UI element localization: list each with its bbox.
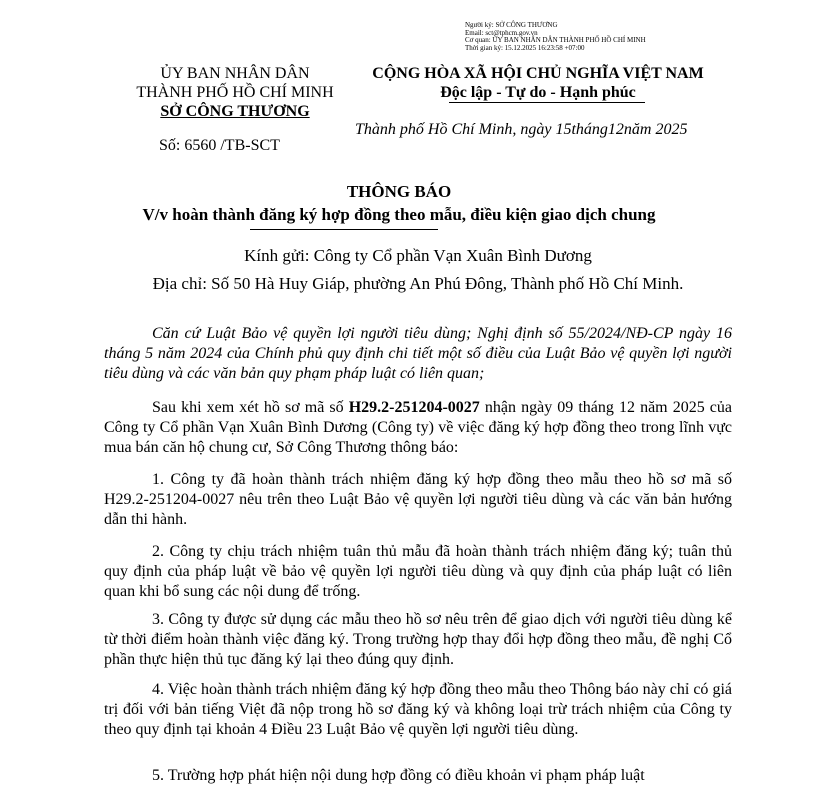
recipient-line: Kính gửi: Công ty Cổ phần Vạn Xuân Bình Dương bbox=[244, 246, 592, 265]
item-3-paragraph: 3. Công ty được sử dụng các mẫu theo hồ sơ nêu trên để giao dịch với người tiêu dùng kể từ thời điểm hoàn thành việc đăng ký. Trong trường hợp thay đổi hợp đồng theo mẫu, đề nghị Cổ phần thực hiện thủ tục đăng ký lại theo đúng quy định. bbox=[104, 611, 732, 668]
dossier-code: H29.2-251204-0027 bbox=[348, 399, 480, 416]
national-header bbox=[350, 64, 726, 102]
item-4-paragraph: 4. Việc hoàn thành trách nhiệm đăng ký hợp đồng theo mẫu theo Thông báo này chỉ có giá trị đối với bản tiếng Việt đã nộp trong hồ sơ đăng ký và không loại trừ trách nhiệm của Công ty theo quy định tại khoản 4 Điều 23 Luật Bảo vệ quyền lợi người tiêu dùng. bbox=[104, 681, 732, 738]
subject-underline bbox=[250, 229, 438, 230]
issuing-organization bbox=[100, 64, 370, 121]
motto-underline bbox=[449, 102, 645, 103]
signature-agency: Cơ quan: ỦY BAN NHÂN DÂN THÀNH PHỐ HỒ CHÍ MINH bbox=[465, 36, 646, 44]
item-5-partial-paragraph: 5. Trường hợp phát hiện nội dung hợp đồng có điều khoản vi phạm pháp luật bbox=[152, 767, 645, 784]
place-date: Thành phố Hồ Chí Minh, ngày 15tháng12năm 2025 bbox=[355, 121, 688, 138]
signature-time: Thời gian ký: 15.12.2025 16:23:58 +07:00 bbox=[465, 43, 585, 52]
national-motto: Độc lập - Tự do - Hạnh phúc bbox=[440, 84, 636, 101]
org-line-3: SỞ CÔNG THƯƠNG bbox=[160, 103, 310, 120]
intro-paragraph: Sau khi xem xét hồ sơ mã số H29.2-251204-0027 nhận ngày 09 tháng 12 năm 2025 của Công ty Cổ phần Vạn Xuân Bình Dương (Công ty) về việc đăng ký hợp đồng theo trong lĩnh vực mua bán căn hộ chung cư, Sở Công Thương thông báo: bbox=[104, 399, 733, 456]
document-number: Số: 6560 /TB-SCT bbox=[159, 137, 280, 154]
signature-email: Email: sct@tphcm.gov.vn bbox=[465, 28, 538, 37]
signature-signer: Người ký: SỞ CÔNG THƯƠNG bbox=[465, 21, 558, 29]
country-name: CỘNG HÒA XÃ HỘI CHỦ NGHĨA VIỆT NAM bbox=[372, 65, 704, 82]
item-1-paragraph: 1. Công ty đã hoàn thành trách nhiệm đăng ký hợp đồng theo mẫu theo hồ sơ mã số H29.2-251204-0027 nêu trên theo Luật Bảo vệ quyền lợi người tiêu dùng và các văn bản hướng dẫn thi hành. bbox=[104, 471, 732, 528]
org-line-2: THÀNH PHỐ HỒ CHÍ MINH bbox=[136, 84, 334, 101]
document-subject: V/v hoàn thành đăng ký hợp đồng theo mẫu, điều kiện giao dịch chung bbox=[142, 205, 656, 224]
item-2-paragraph: 2. Công ty chịu trách nhiệm tuân thủ mẫu đã hoàn thành trách nhiệm đăng ký; tuân thủ quy định của pháp luật về bảo vệ quyền lợi người tiêu dùng và quy định của pháp luật có liên quan khi bổ sung các nội dung để trống. bbox=[104, 543, 732, 600]
digital-signature-block bbox=[465, 22, 646, 52]
org-line-1: ỦY BAN NHÂN DÂN bbox=[160, 65, 310, 82]
legal-basis-paragraph: Căn cứ Luật Bảo vệ quyền lợi người tiêu dùng; Nghị định số 55/2024/NĐ-CP ngày 16 tháng 5 năm 2024 của Chính phủ quy định chi tiết một số điều của Luật Bảo vệ quyền lợi người tiêu dùng và các văn bản quy phạm pháp luật có liên quan; bbox=[104, 325, 732, 382]
recipient-address: Địa chỉ: Số 50 Hà Huy Giáp, phường An Phú Đông, Thành phố Hồ Chí Minh. bbox=[152, 274, 684, 293]
document-title: THÔNG BÁO bbox=[346, 182, 452, 201]
